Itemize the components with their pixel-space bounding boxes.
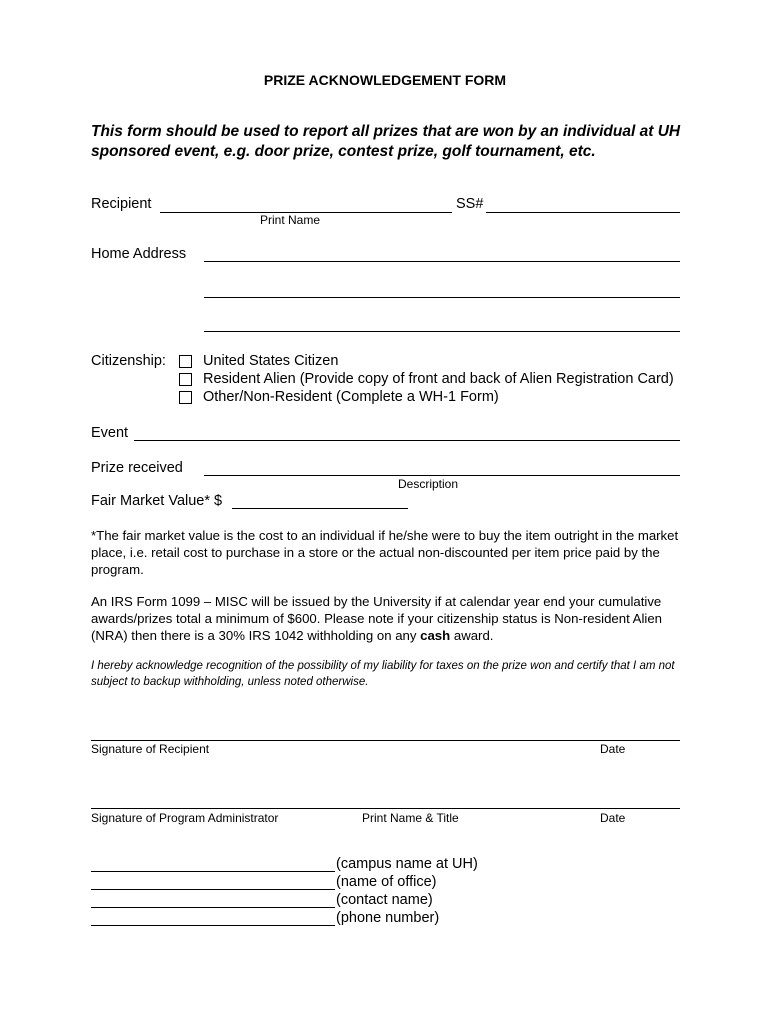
admin-signature-line[interactable] [91,808,680,809]
home-address-line-2[interactable] [204,297,680,298]
admin-signature-label: Signature of Program Administrator [91,811,279,825]
print-name-caption: Print Name [260,213,321,227]
admin-print-title-label: Print Name & Title [362,811,459,825]
campus-name-caption: (campus name at UH) [336,856,478,872]
office-name-field[interactable] [91,889,335,890]
contact-name-caption: (contact name) [336,892,433,908]
campus-name-field[interactable] [91,871,335,872]
ssn-label: SS# [456,196,484,212]
recipient-signature-line[interactable] [91,740,680,741]
us-citizen-checkbox[interactable] [179,355,192,368]
acknowledgement: I hereby acknowledge recognition of the possibility of my liability for taxes on the prize won and certify that I am not subject to backup withholding, unless noted otherwise. [91,660,675,688]
phone-number-field[interactable] [91,925,335,926]
home-address-label: Home Address [91,246,187,262]
event-field[interactable] [134,440,680,441]
irs-note [91,593,691,644]
irs-note-bold: cash [420,628,451,643]
non-resident-checkbox[interactable] [179,391,192,404]
resident-alien-checkbox[interactable] [179,373,192,386]
form-title: PRIZE ACKNOWLEDGEMENT FORM [263,72,507,88]
home-address-line-3[interactable] [204,331,680,332]
recipient-signature-label: Signature of Recipient [91,742,210,756]
recipient-label: Recipient [91,196,152,212]
fmv-field[interactable] [232,508,408,509]
form-intro: This form should be used to report all prizes that are won by an individual at UH sponsored event, e.g. door prize, contest prize, golf tournament, etc. [91,123,681,160]
prize-field[interactable] [204,475,680,476]
resident-alien-option: Resident Alien (Provide copy of front and back of Alien Registration Card) [203,371,674,387]
us-citizen-option: United States Citizen [203,353,339,369]
citizenship-label: Citizenship: [91,353,166,369]
irs-note-text: An IRS Form 1099 – MISC will be issued by the University if at calendar year end your cumulative awards/prizes total a minimum of $600. Please note if your citizenship status is Non-resident Alien (NRA) then there is a 30% IRS 1042 withholding on any [91,594,663,643]
description-caption: Description [398,477,459,491]
recipient-date-label: Date [600,742,626,756]
office-name-caption: (name of office) [336,874,437,890]
prize-label: Prize received [91,460,183,476]
admin-date-label: Date [600,811,626,825]
fmv-note: *The fair market value is the cost to an individual if he/she were to buy the item outright in the market place, i.e. retail cost to purchase in a store or the actual non-discounted per item price paid by the program. [91,528,679,577]
event-label: Event [91,425,129,441]
home-address-line-1[interactable] [204,261,680,262]
non-resident-option: Other/Non-Resident (Complete a WH-1 Form) [203,389,499,405]
irs-note-end: award. [450,628,494,643]
contact-name-field[interactable] [91,907,335,908]
fmv-label: Fair Market Value* $ [91,493,223,509]
phone-number-caption: (phone number) [336,910,440,926]
ssn-field[interactable] [486,212,680,213]
